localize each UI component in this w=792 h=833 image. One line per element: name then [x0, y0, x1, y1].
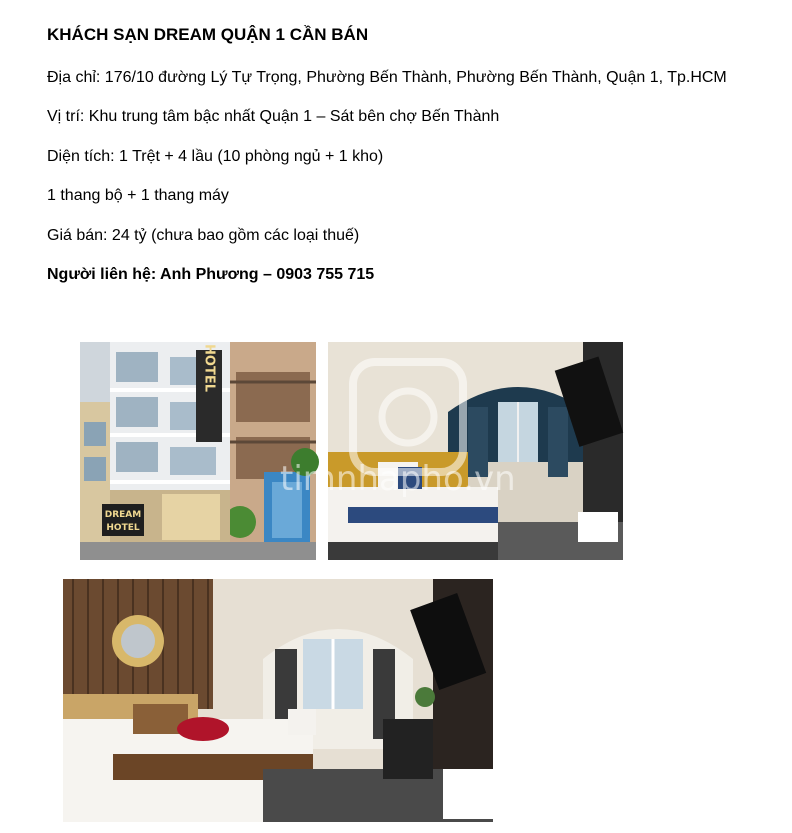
dream-door-sign: DREAM — [104, 510, 142, 520]
watermark-text: timnhapho.vn — [280, 459, 516, 499]
location-line: Vị trí: Khu trung tâm bậc nhất Quận 1 – Sát bên chợ Bến Thành — [47, 108, 500, 125]
contact-line: Người liên hệ: Anh Phương – 0903 755 715 — [47, 266, 375, 283]
bedroom-photo-2 — [63, 579, 493, 822]
hotel-facade-photo — [80, 342, 316, 560]
area-line: Diện tích: 1 Trệt + 4 lầu (10 phòng ngủ + 1 kho) — [47, 148, 384, 165]
address-line: Địa chỉ: 176/10 đường Lý Tự Trọng, Phường Bến Thành, Phường Bến Thành, Quận 1, Tp.HCM — [47, 69, 727, 86]
hotel-vertical-sign: HOTEL — [201, 344, 217, 392]
bedroom-photo-1 — [280, 342, 623, 560]
page-title: KHÁCH SẠN DREAM QUẬN 1 CẦN BÁN — [47, 25, 369, 44]
price-line: Giá bán: 24 tỷ (chưa bao gồm các loại thuế) — [47, 227, 360, 244]
hotel-door-sign: HOTEL — [106, 523, 140, 533]
elevator-line: 1 thang bộ + 1 thang máy — [47, 187, 229, 204]
